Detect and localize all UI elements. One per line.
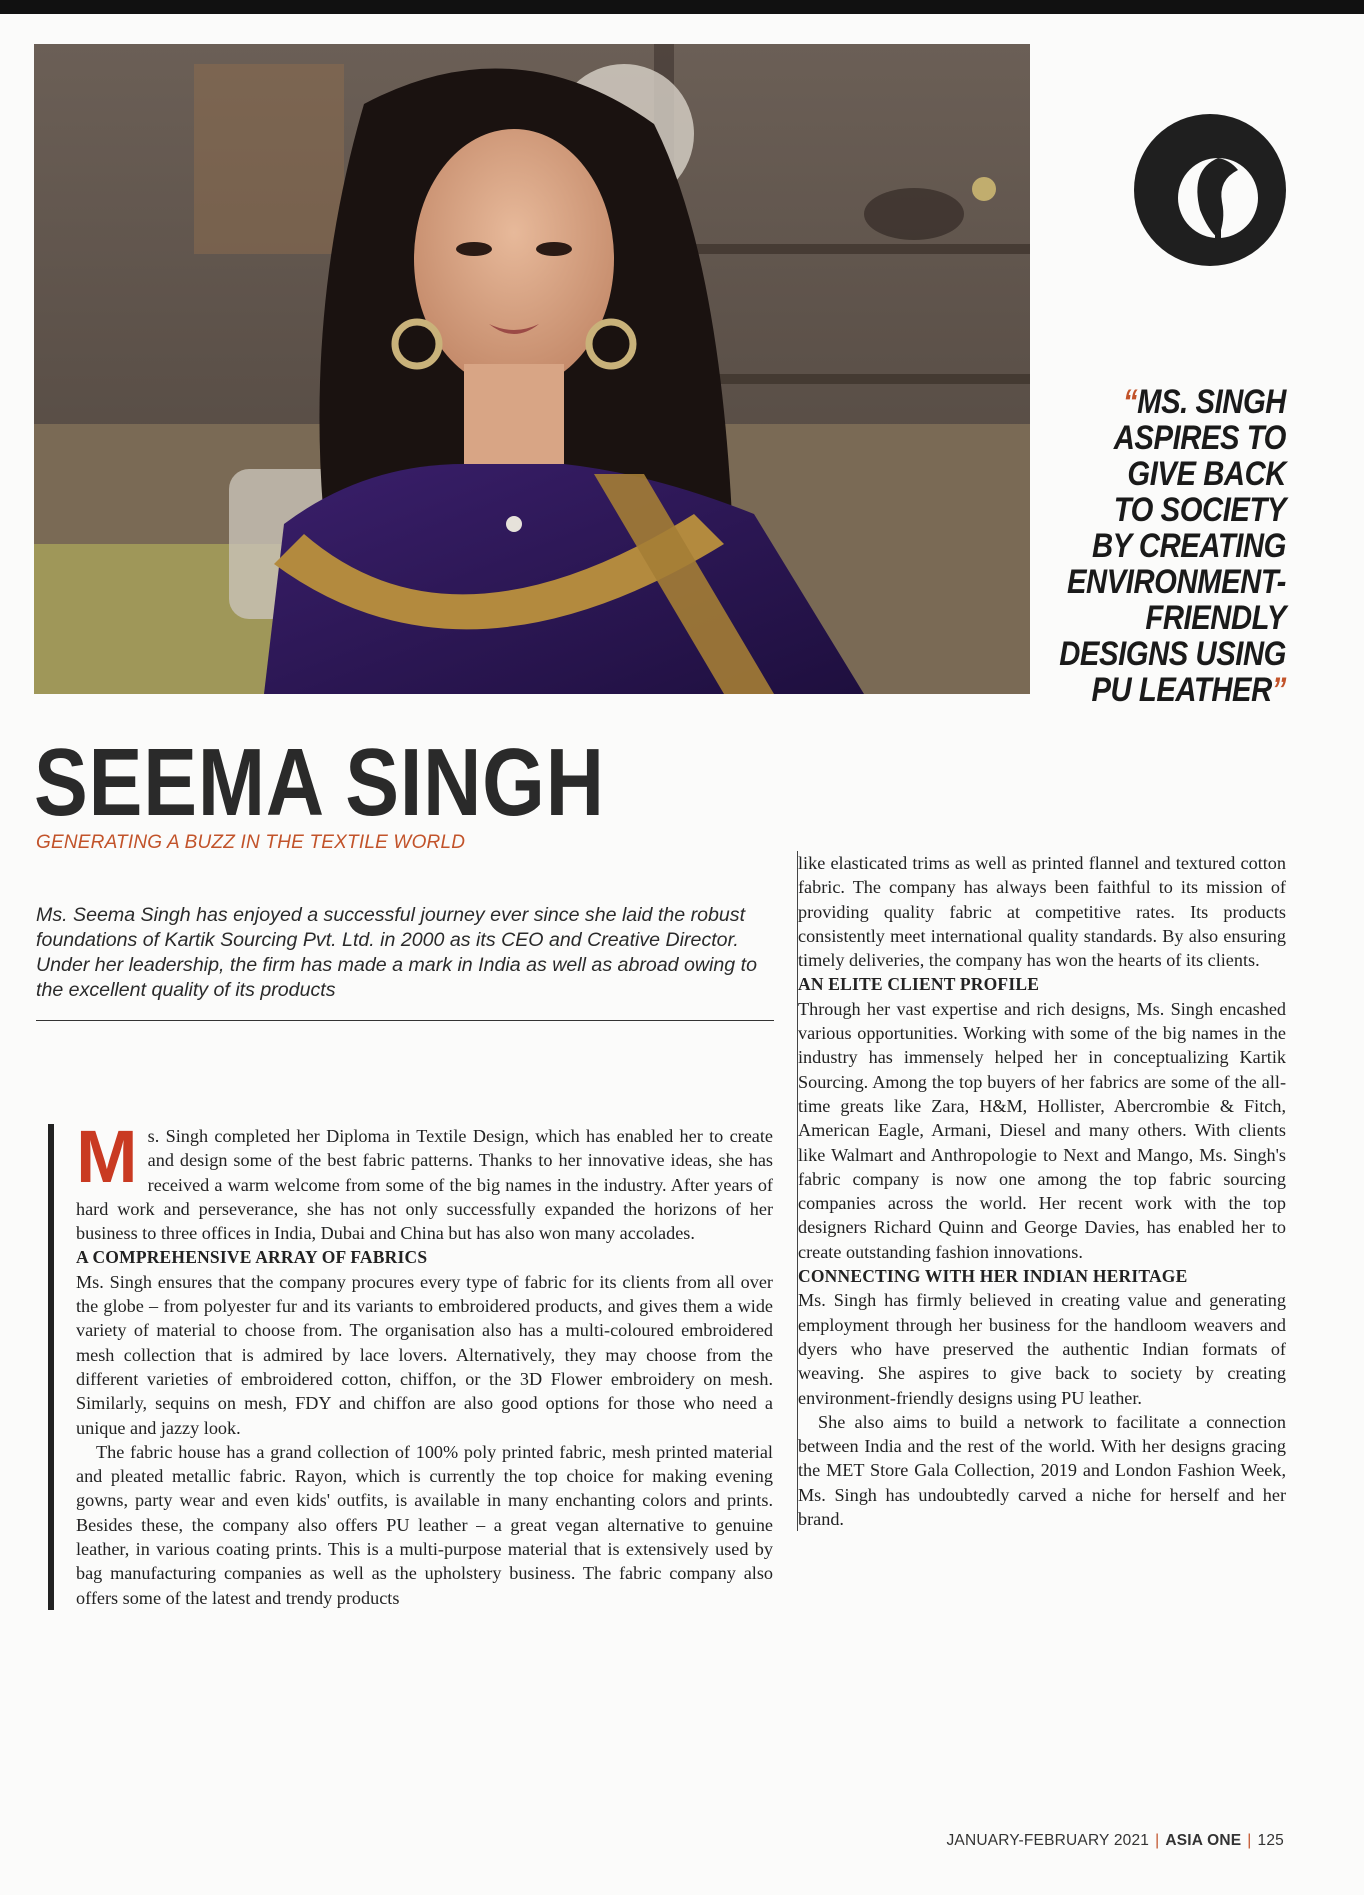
issue-date: JANUARY-FEBRUARY 2021 — [946, 1832, 1150, 1849]
paragraph-fabrics: Ms. Singh ensures that the company procures every type of fabric for its clients from all over the globe – from polyester fur and its variants to embroidered products, and gives them a wide variety of material to choose from. The organisation also has a multi-coloured embroidered mesh collection that is admired by lace lovers. Alternatively, they may choose from the different varieties of embroidered cotton, chiffon, or the 3D Flower embroidery on mesh. Similarly, sequins on mesh, FDY and chiffon are also good options for those who need a unique and jazzy look. — [76, 1271, 773, 1438]
intro-divider — [36, 1020, 774, 1021]
section-heading-clients: AN ELITE CLIENT PROFILE — [798, 974, 1040, 995]
quote-line-3: GIVE BACK — [1127, 455, 1286, 493]
page-footer — [946, 1832, 1284, 1850]
quote-line-2: ASPIRES TO — [1113, 419, 1286, 457]
quote-line-5: BY CREATING — [1091, 527, 1286, 565]
quote-line-6: ENVIRONMENT- — [1066, 563, 1286, 601]
article-column-left — [48, 1115, 773, 1610]
paragraph-heritage: Ms. Singh has firmly believed in creating value and generating employment through her business for the handloom weavers and dyers who have preserved the authentic Indian formats of weaving. She aspires to give back to society by creating environment-friendly designs using PU leather. — [798, 1290, 1286, 1408]
quote-line-1: “MS. SINGH — [1122, 383, 1286, 421]
open-quote-mark: “ — [1122, 383, 1138, 421]
paragraph-opening: Ms. Singh completed her Diploma in Textile Design, which has enabled her to create and design some of the best fabric patterns. Thanks to her innovative ideas, she has received a warm welcome from some of the big names in the industry. After years of hard work and perseverance, she has not only successfully expanded the horizons of her business to three offices in India, Dubai and China but has also won many accolades. — [76, 1115, 773, 1244]
subheading: GENERATING A BUZZ IN THE TEXTILE WORLD — [36, 832, 466, 853]
black-swan-logo — [1130, 110, 1290, 270]
award-badge — [1130, 110, 1290, 270]
portrait-photo — [34, 44, 1030, 694]
paragraph-network: She also aims to build a network to facilitate a connection between India and the rest of the world. With her designs gracing the MET Store Gala Collection, 2019 and London Fashion Week, Ms. Singh has undoubtedly carved a niche for herself and her brand. — [798, 1411, 1286, 1530]
intro-paragraph: Ms. Seema Singh has enjoyed a successful journey ever since she laid the robust foundations of Kartik Sourcing Pvt. Ltd. in 2000 as its CEO and Creative Director. Under her leadership, the firm has made a mark in India as well as abroad owing to the excellent quality of its products — [36, 904, 757, 1001]
quote-line-4: TO SOCIETY — [1113, 491, 1286, 529]
page-top-edge — [0, 0, 1364, 14]
quote-line-9: PU LEATHER” — [1091, 671, 1286, 709]
drop-cap: M — [76, 1115, 138, 1198]
quote-line-7: FRIENDLY — [1145, 599, 1286, 637]
paragraph-clients: Through her vast expertise and rich designs, Ms. Singh encashed various opportunities. Working with some of the big names in the industry has immensely helped her in conceptualizing Kartik Sourcing. Among the top buyers of her fabrics are some of the all-time greats like Zara, H&M, Hollister, Abercrombie & Fitch, American Eagle, Armani, Diesel and many others. With clients like Walmart and Anthropologie to Next and Mango, Ms. Singh's fabric company is now one among the top fabric sourcing companies across the world. Her recent work with the top designers Richard Quinn and George Davies, has enabled her to create outstanding fashion innovations. — [798, 998, 1286, 1262]
portrait-illustration — [34, 44, 1030, 694]
page-title: SEEMA SINGH — [34, 729, 605, 836]
paragraph-continued: like elasticated trims as well as printed flannel and textured cotton fabric. The company has always been faithful to its mission of providing quality fabric at competitive rates. Its products consistently meet international quality standards. By also ensuring timely deliveries, the company has won the hearts of its clients. — [798, 853, 1286, 971]
quote-line-8: DESIGNS USING — [1059, 635, 1286, 673]
close-quote-mark: ” — [1271, 671, 1286, 709]
pull-quote — [1028, 384, 1286, 708]
footer-separator-2: | — [1247, 1832, 1252, 1849]
footer-separator: | — [1155, 1832, 1160, 1849]
paragraph-collection: The fabric house has a grand collection of 100% poly printed fabric, mesh printed material and pleated metallic fabric. Rayon, which is currently the top choice for making evening gowns, party wear and even kids' outfits, is available in many enchanting colors and prints. Besides these, the company also offers PU leather – a great vegan alternative to genuine leather, in various coating prints. This is a multi-purpose material that is extensively used by bag manufacturing companies as well as the upholstery business. The fabric company also offers some of the latest and trendy products — [76, 1441, 773, 1608]
section-heading-heritage: CONNECTING WITH HER INDIAN HERITAGE — [798, 1266, 1188, 1287]
section-heading-fabrics: A COMPREHENSIVE ARRAY OF FABRICS — [76, 1247, 428, 1268]
page-number: 125 — [1257, 1832, 1284, 1849]
article-column-right — [797, 851, 1286, 1531]
magazine-name: ASIA ONE — [1165, 1832, 1242, 1849]
